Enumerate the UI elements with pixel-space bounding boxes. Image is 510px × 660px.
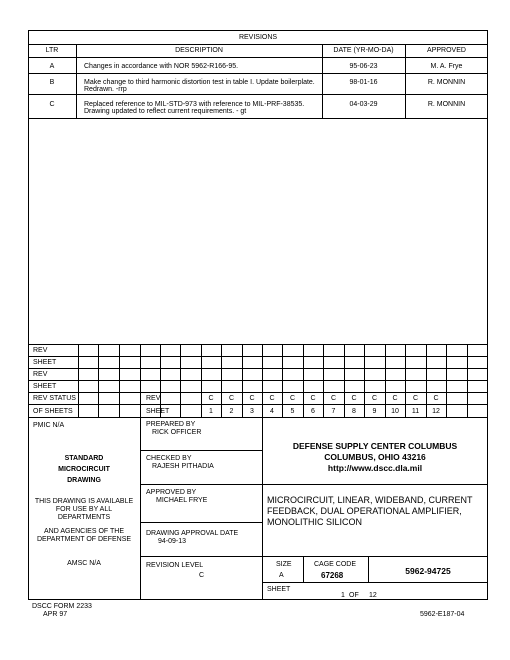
- rev-status-cell: C: [392, 395, 398, 402]
- microcircuit-heading: MICROCIRCUIT: [58, 466, 110, 473]
- drawing-title-line-1: MICROCIRCUIT, LINEAR, WIDEBAND, CURRENT: [267, 495, 473, 505]
- document-code: 5962-E187-04: [420, 611, 465, 618]
- rev-desc: Changes in accordance with NOR 5962-R166-95.: [84, 63, 239, 70]
- rev-desc-cont: Drawing updated to reflect current requirements. - gt: [84, 108, 247, 115]
- sheet-of-label: OF: [349, 592, 359, 599]
- rev-status-cell: C: [351, 395, 357, 402]
- rev-status-cell: C: [412, 395, 419, 402]
- rev-status-cell: C: [310, 395, 316, 402]
- form-number: DSCC FORM 2233: [32, 603, 92, 610]
- agency-name: DEFENSE SUPPLY CENTER COLUMBUS: [292, 441, 458, 451]
- drawing-heading: DRAWING: [67, 477, 101, 484]
- sheet-number-cell: 2: [229, 408, 234, 415]
- sheet-number-cell: 3: [250, 408, 254, 415]
- sheet-number-cell: 6: [311, 408, 315, 415]
- rev-desc: Replaced reference to MIL-STD-973 with reference to MIL-PRF-38535.: [84, 101, 305, 108]
- rev-row-label-2: REV: [33, 371, 48, 378]
- rev-approved: R. MONNIN: [427, 101, 466, 108]
- rev-ltr: B: [49, 79, 55, 86]
- sheet-label: SHEET: [267, 586, 291, 593]
- rev-ltr: C: [49, 101, 55, 108]
- rev-row-label: REV: [33, 347, 48, 354]
- rev-status-cell: C: [208, 395, 214, 402]
- sheet-number-cell: 8: [352, 408, 356, 415]
- pmic-label: PMIC N/A: [33, 422, 65, 429]
- availability-line-1: THIS DRAWING IS AVAILABLE: [34, 498, 134, 505]
- rev-date: 95-06-23: [349, 63, 378, 70]
- sheet-number-cell: 11: [411, 408, 420, 415]
- availability-line-3: DEPARTMENTS: [57, 514, 111, 521]
- rev-sub-label: REV: [146, 395, 161, 402]
- header-description: DESCRIPTION: [175, 47, 223, 54]
- rev-status-cell: C: [249, 395, 255, 402]
- sheet-number: 1: [341, 592, 345, 599]
- form-date: APR 97: [43, 611, 68, 618]
- prepared-by-name: RICK OFFICER: [152, 429, 202, 436]
- sheet-sub-label: SHEET: [146, 408, 170, 415]
- approval-date-label: DRAWING APPROVAL DATE: [146, 530, 239, 537]
- size-value: A: [279, 572, 284, 579]
- rev-status-cell: C: [371, 395, 378, 402]
- rev-status-cell: C: [269, 395, 275, 402]
- rev-status-cell: C: [433, 395, 439, 402]
- of-sheets-label: OF SHEETS: [33, 408, 73, 415]
- sheet-row-label-2: SHEET: [33, 383, 57, 390]
- rev-status-label: REV STATUS: [33, 395, 76, 402]
- sheet-number-cell: 5: [290, 408, 295, 415]
- rev-status-cell: C: [289, 395, 296, 402]
- sheet-number-cell: 9: [372, 408, 377, 415]
- checked-by-label: CHECKED BY: [146, 455, 192, 462]
- rev-desc-cont: Redrawn. -rrp: [84, 86, 127, 93]
- agency-url[interactable]: http://www.dscc.dla.mil: [327, 463, 423, 473]
- checked-by-name: RAJESH PITHADIA: [152, 463, 214, 470]
- drawing-number: 5962-94725: [405, 566, 451, 576]
- rev-ltr: A: [49, 63, 55, 70]
- rev-date: 04-03-29: [349, 101, 378, 108]
- rev-desc: Make change to third harmonic distortion test in table I. Update boilerplate.: [84, 79, 315, 86]
- approved-by-label: APPROVED BY: [146, 489, 197, 496]
- header-date: DATE (YR-MO-DA): [333, 47, 394, 54]
- sheet-number-cell: 12: [432, 408, 440, 415]
- agencies-line-2: DEPARTMENT OF DEFENSE: [36, 536, 132, 543]
- rev-date: 98-01-16: [349, 79, 378, 86]
- revisions-title: REVISIONS: [238, 34, 278, 41]
- sheet-row-label: SHEET: [33, 359, 57, 366]
- agencies-line-1: AND AGENCIES OF THE: [44, 528, 124, 535]
- prepared-by-label: PREPARED BY: [146, 421, 196, 428]
- sheet-number-cell: 4: [270, 408, 274, 415]
- rev-status-cell: C: [330, 395, 337, 402]
- cage-code-value: 67268: [321, 571, 344, 580]
- sheet-total: 12: [369, 592, 377, 599]
- cage-code-label: CAGE CODE: [314, 561, 357, 568]
- standard-heading: STANDARD: [64, 455, 104, 462]
- revision-level-label: REVISION LEVEL: [146, 562, 204, 569]
- drawing-title-line-3: MONOLITHIC SILICON: [267, 517, 363, 527]
- header-ltr: LTR: [45, 47, 59, 54]
- rev-approved: M. A. Frye: [430, 63, 463, 70]
- rev-status-cell: C: [228, 395, 235, 402]
- agency-address: COLUMBUS, OHIO 43216: [324, 452, 426, 462]
- availability-line-2: FOR USE BY ALL: [55, 506, 113, 513]
- amsc-label: AMSC N/A: [67, 560, 101, 567]
- approval-date: 94-09-13: [158, 538, 187, 545]
- sheet-number-cell: 10: [391, 408, 399, 415]
- approved-by-name: MICHAEL FRYE: [156, 497, 208, 504]
- sheet-number-cell: 1: [209, 408, 213, 415]
- drawing-title-line-2: FEEDBACK, DUAL OPERATIONAL AMPLIFIER,: [267, 506, 462, 516]
- header-approved: APPROVED: [427, 47, 466, 54]
- revision-level: C: [199, 572, 205, 579]
- sheet-number-cell: 7: [331, 408, 336, 415]
- rev-approved: R. MONNIN: [427, 79, 466, 86]
- size-label: SIZE: [276, 561, 292, 568]
